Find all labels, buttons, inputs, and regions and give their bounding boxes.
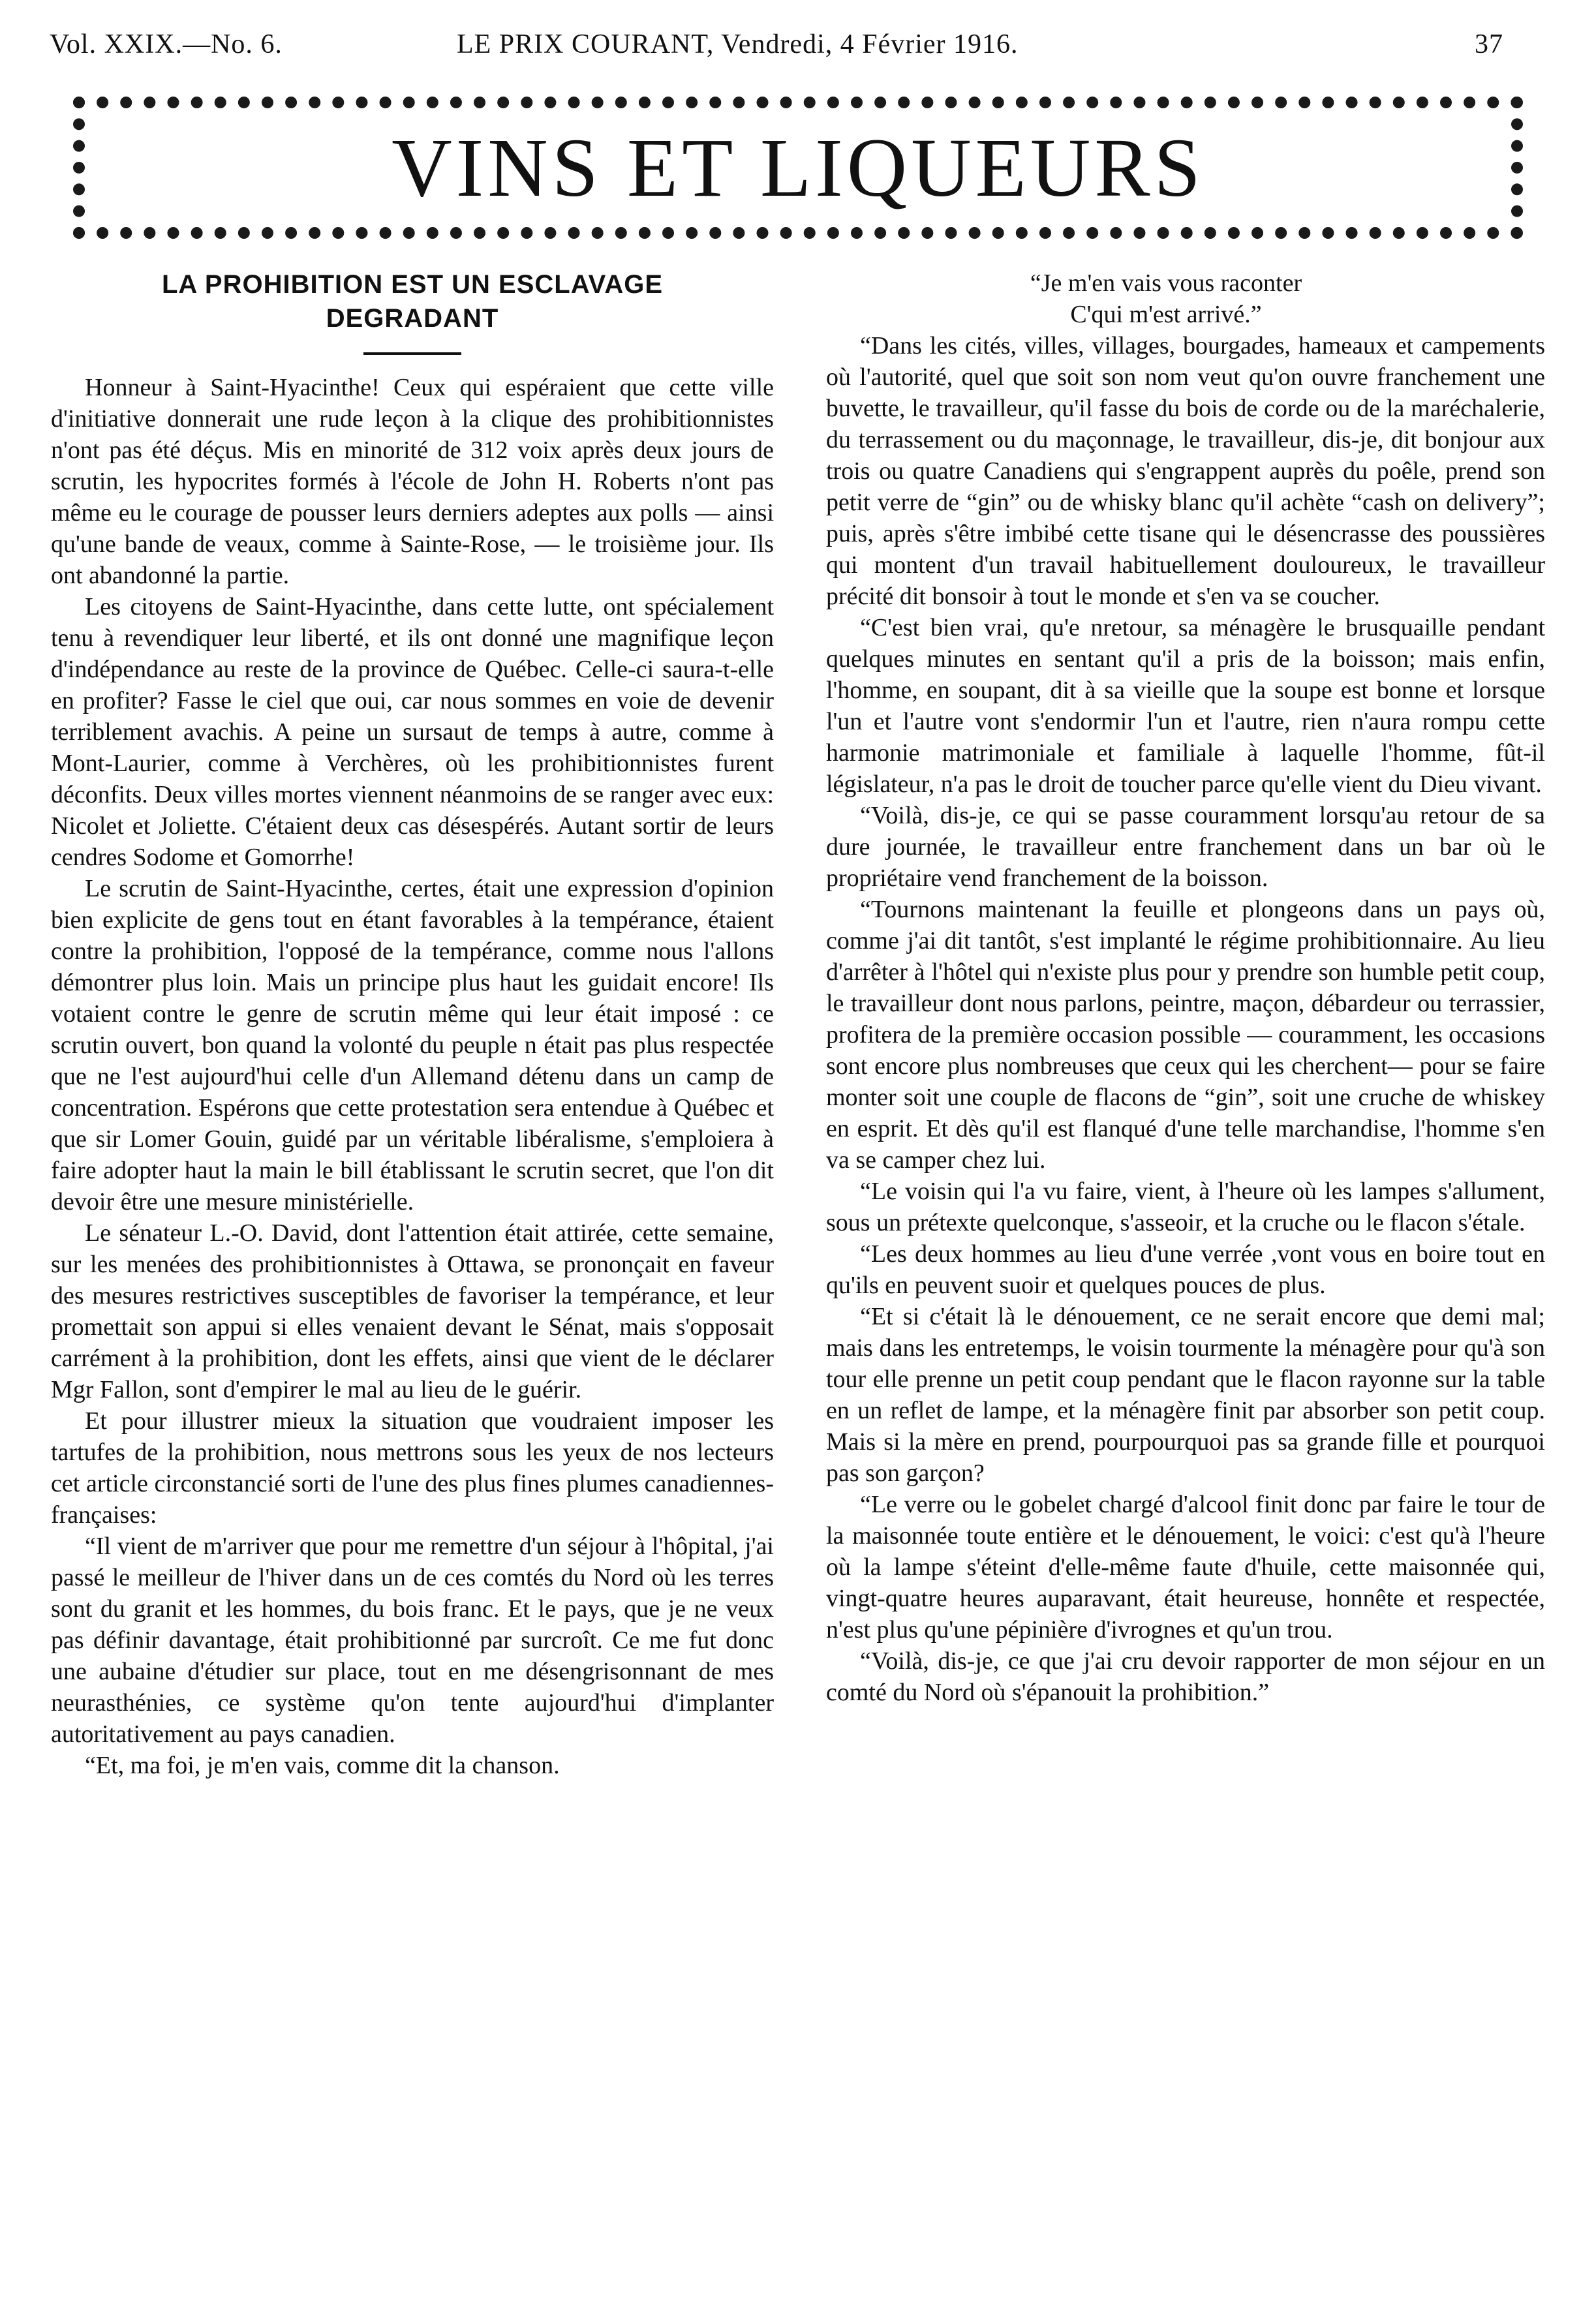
paragraph: “Et, ma foi, je m'en vais, comme dit la chanson. [85,1752,560,1779]
paragraph: Le scrutin de Saint-Hyacinthe, certes, était une expression d'opinion bien explicite de gens tout en étant favorables à la tempérance, étaient contre la prohibition, l'opposé de la tempérance, comme nous l'allons démontrer plus loin. Mais un principe plus haut les guidait encore! Ils votaient contre le genre de scrutin même qui leur était imposé : ce scrutin ouvert, bon quand la volonté du peuple n était pas plus respectée que ne l'est aujourd'hui celle d'un Allemand détenu dans un camp de concentration. Espérons que cette protestation sera entendue à Québec et que sir Lomer Gouin, guidé par un véritable libéralisme, s'emploiera à faire adopter haut la main le bill établissant le scrutin secret, que l'on dit devoir être une mesure ministérielle. [51,875,774,1215]
title-divider [363,352,461,355]
article-title-line-2: DEGRADANT [326,304,499,333]
paragraph: “Voilà, dis-je, ce que j'ai cru devoir rapporter de mon séjour en un comté du Nord où s'épanouit la prohibition.” [826,1647,1545,1706]
page-number: 37 [1475,29,1503,59]
article-title-line-1: LA PROHIBITION EST UN ESCLAVAGE [161,270,664,299]
volume-number: Vol. XXIX.—No. 6. [50,29,283,59]
paragraph: “Tournons maintenant la feuille et plongeons dans un pays où, comme j'ai dit tantôt, s'est implanté le régime prohibitionnaire. Au lieu d'arrêter à l'hôtel qui n'existe plus pour y prendre son humble petit coup, le travailleur dont nous parlons, peintre, maçon, débardeur ou terrassier, profitera de la première occasion possible — couramment, les occasions sont encore plus nombreuses que ceux qui les cherchent— pour se faire monter soit une couple de flacons de “gin”, soit une cruche de whiskey en esprit. Et dès qu'il est flanqué d'une telle marchandise, l'homme s'en va se camper chez lui. [826,896,1545,1174]
paragraph: “Dans les cités, villes, villages, bourgades, hameaux et campements où l'autorité, quel que soit son nom veut qu'on ouvre franchement une buvette, le travailleur, qu'il fasse du bois de corde ou de la maréchalerie, du terrassement ou du maçonnage, le travailleur, dis-je, dit bonjour aux trois ou quatre Canadiens qui s'engrappent auprès du poêle, prend son petit verre de “gin” ou de whisky blanc qu'il achète “cash on delivery”; puis, après s'être imbibé cette tisane qui le désencrasse des poussières qui montent d'un travail habituellement douloureux, le travailleur précité dit bonsoir à tout le monde et s'en va se coucher. [826,332,1545,610]
paragraph: “Il vient de m'arriver que pour me remettre d'un séjour à l'hôpital, j'ai passé le meilleur de l'hiver dans un de ces comtés du Nord où les terres sont du granit et les hommes, du bois franc. Et le pays, que je ne veux pas définir davantage, était prohibitionné par surcroît. Ce me fut donc une aubaine d'étudier sur place, tout en me désengrisonnant de mes neurasthénies, ce système qu'on tente aujourd'hui d'implanter autoritativement au pays canadien. [51,1533,774,1748]
paragraph: Et pour illustrer mieux la situation que voudraient imposer les tartufes de la prohibition, nous mettrons sous les yeux de nos lecteurs cet article circonstancié sorti de l'une des plus fines plumes canadiennes-françaises: [51,1407,774,1529]
paragraph: “Les deux hommes au lieu d'une verrée ,vont vous en boire tout en qu'ils en peuvent suoir et quelques pouces de plus. [826,1240,1545,1299]
paragraph: “C'est bien vrai, qu'e nretour, sa ménagère le brusquaille pendant quelques minutes en sentant qu'il a pris de la boisson; mais enfin, l'homme, en soupant, dit à sa vieille que la soupe est bonne et lorsque l'un et l'autre vont s'endormir l'un et l'autre, rien n'aura rompu cette harmonie matrimoniale et familiale à laquelle l'homme, fût-il législateur, n'a pas le droit de toucher parce qu'elle vient du Dieu vivant. [826,614,1545,798]
paragraph: Les citoyens de Saint-Hyacinthe, dans cette lutte, ont spécialement tenu à revendiquer leur liberté, et ils ont donné une magnifique leçon d'indépendance au reste de la province de Québec. Celle-ci saura-t-elle en profiter? Fasse le ciel que oui, car nous sommes en voie de devenir terriblement avachis. A peine un sursaut de temps à autre, comme à Mont-Laurier, comme à Verchères, où les prohibitionnistes furent déconfits. Deux villes mortes viennent néanmoins de se ranger avec eux: Nicolet et Joliette. C'étaient deux cas désespérés. Autant sortir de leurs cendres Sodome et Gomorrhe! [51,593,774,871]
song-quote [826,267,1545,330]
paragraph: “Voilà, dis-je, ce qui se passe couramment lorsqu'au retour de sa dure journée, le travailleur entre franchement dans un bar où le propriétaire vend franchement de la boisson. [826,802,1545,892]
article-title [51,267,774,335]
paragraph: “Le verre ou le gobelet chargé d'alcool finit donc par faire le tour de la maisonnée toute entière et le dénouement, le voici: c'est qu'à l'heure où la lampe s'éteint d'elle-même faute d'huile, cette maisonnée qui, vingt-quatre heures auparavant, était heureuse, honnête et respectée, n'est plus qu'une pépinière d'ivrognes et qu'un trou. [826,1491,1545,1643]
paragraph: “Et si c'était là le dénouement, ce ne serait encore que demi mal; mais dans les entretemps, le voisin tourmente la ménagère pour qu'à son tour elle prenne un petit coup pendant que le flacon rayonne sur la table en un reflet de lampe, et la ménagère finit par absorber son petit coup. Mais si la mère en prend, pourpourquoi pas sa grande fille et pourquoi pas son garçon? [826,1303,1545,1487]
paragraph: Le sénateur L.-O. David, dont l'attention était attirée, cette semaine, sur les menées des prohibitionnistes à Ottawa, se prononçait en faveur des mesures restrictives susceptibles de favoriser la tempérance, et leur promettait son appui si elles venaient devant le Sénat, mais s'opposait carrément à la prohibition, dont les effets, ainsi que vient de le déclarer Mgr Fallon, sont d'empirer le mal au lieu de le guérir. [51,1219,774,1403]
paragraph: “Le voisin qui l'a vu faire, vient, à l'heure où les lampes s'allument, sous un prétexte quelconque, s'asseoir, et la cruche ou le flacon s'étale. [826,1178,1545,1236]
song-line-1: “Je m'en vais vous raconter [1030,269,1302,297]
paragraph: Honneur à Saint-Hyacinthe! Ceux qui espéraient que cette ville d'initiative donnerait une rude leçon à la clique des prohibitionnistes n'ont pas été déçus. Mis en minorité de 312 voix après deux jours de scrutin, les hypocrites formés à l'école de John H. Roberts n'ont pas même eu le courage de pousser leurs derniers adeptes aux polls — ainsi qu'une bande de veaux, comme à Sainte-Rose, — le troisième jour. Ils ont abandonné la partie. [51,374,774,589]
section-banner [73,97,1523,239]
right-column [826,267,1545,1708]
left-column [51,267,774,1781]
running-header [0,29,1596,68]
publication-dateline: LE PRIX COURANT, Vendredi, 4 Février 1916. [457,29,1019,59]
song-line-2: C'qui m'est arrivé.” [1070,301,1262,328]
section-title: VINS ET LIQUEURS [391,121,1205,214]
